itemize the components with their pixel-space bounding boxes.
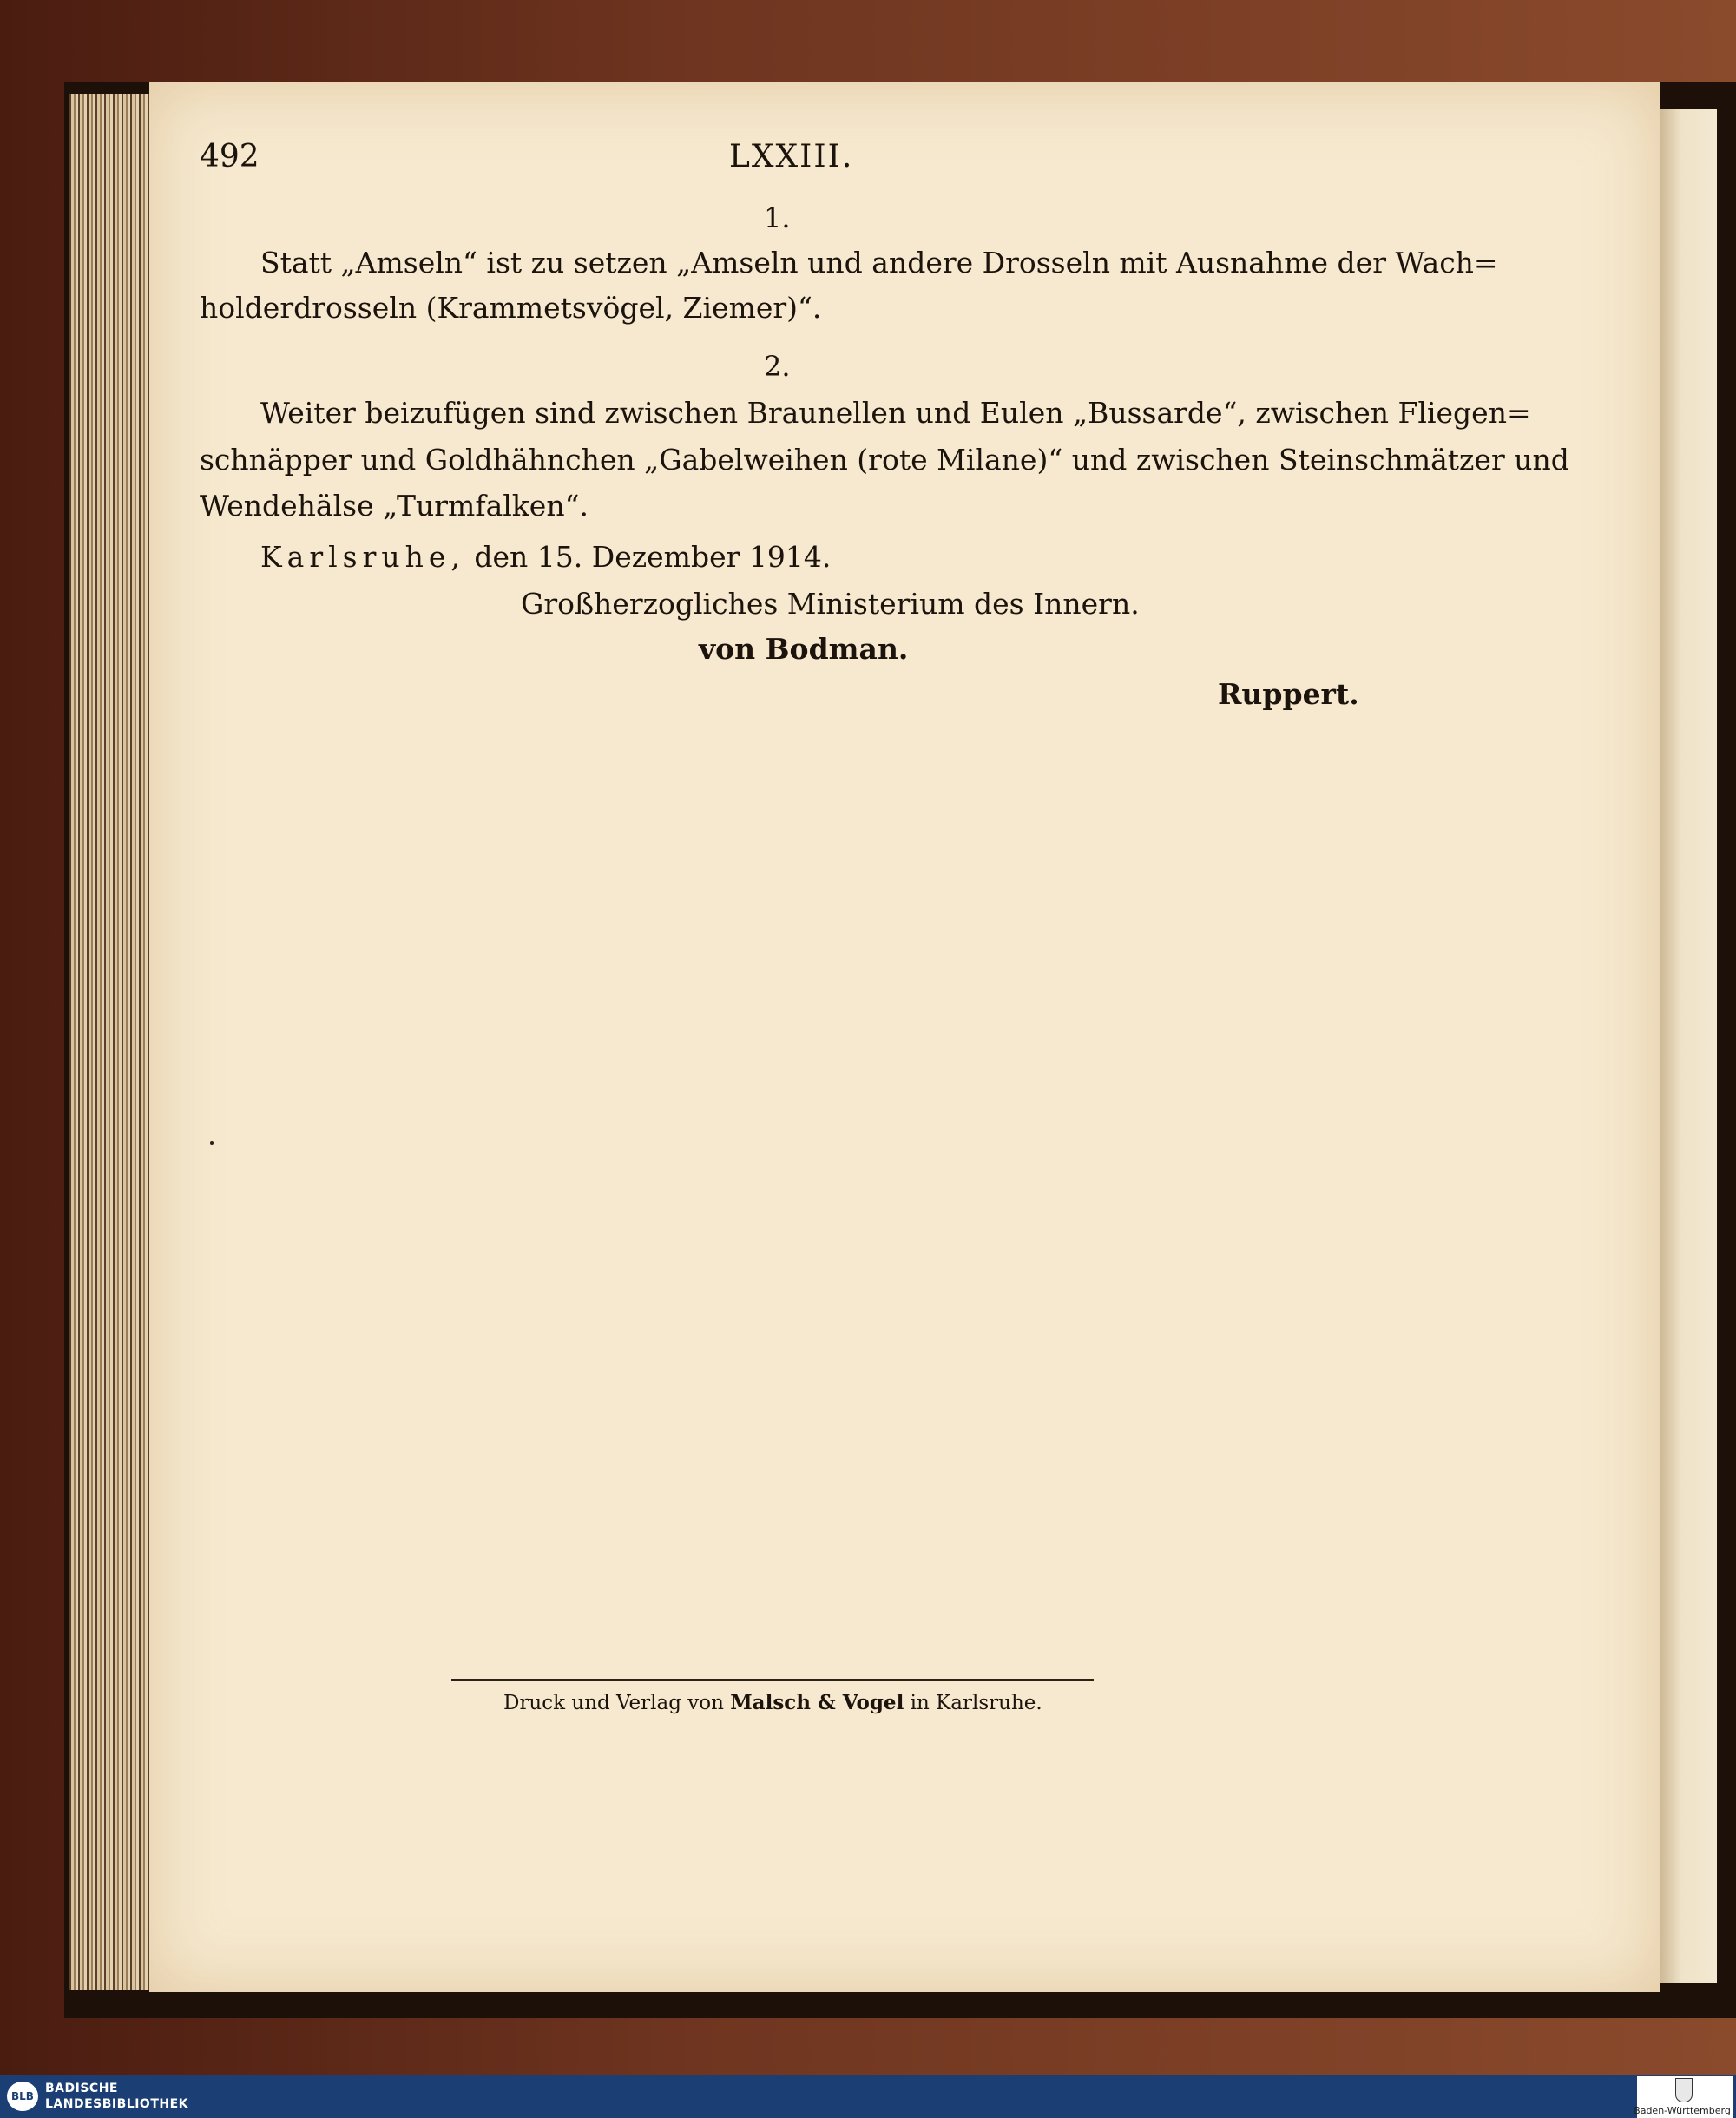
library-footer-bar: [0, 2075, 1736, 2118]
item-1-line-2: holderdrosseln (Krammetsvögel, Ziemer)“.: [200, 291, 822, 325]
state-crest-icon: [1675, 2078, 1693, 2102]
blb-logo-icon: BLB: [7, 2082, 38, 2111]
item-2-number: 2.: [764, 350, 791, 383]
imprint-rule: [451, 1679, 1094, 1681]
imprint-prefix: Druck und Verlag von: [503, 1692, 731, 1714]
item-2-line-3: Wendehälse „Turmfalken“.: [200, 489, 589, 523]
library-name-line-1: BADISCHE: [45, 2082, 118, 2095]
signatory-ruppert: Ruppert.: [1218, 677, 1359, 711]
section-numeral: LXXIII.: [729, 139, 854, 174]
date-line: [260, 540, 831, 574]
date-text: den 15. Dezember 1914.: [464, 540, 832, 574]
page-number: 492: [200, 139, 260, 174]
item-2-line-1: Weiter beizufügen sind zwischen Braunellen und Eulen „Bussarde“, zwischen Fliegen=: [260, 396, 1531, 430]
stray-mark: [210, 1141, 214, 1145]
state-label: Baden-Württemberg: [1634, 2105, 1731, 2116]
imprint-publisher: Malsch & Vogel: [730, 1691, 904, 1714]
imprint-line: [503, 1691, 1042, 1714]
item-1-line-1: Statt „Amseln“ ist zu setzen „Amseln und andere Drosseln mit Ausnahme der Wach=: [260, 246, 1498, 280]
ministry-name: Großherzogliches Ministerium des Innern.: [521, 587, 1140, 621]
facing-page-edge: [1658, 109, 1717, 1983]
page-edges: [69, 94, 156, 1990]
library-name-line-2: LANDESBIBLIOTHEK: [45, 2097, 189, 2111]
imprint-suffix: in Karlsruhe.: [904, 1692, 1042, 1714]
date-place: Karlsruhe,: [260, 540, 465, 574]
item-2-line-2: schnäpper und Goldhähnchen „Gabelweihen (rote Milane)“ und zwischen Steinschmätzer und: [200, 443, 1569, 477]
signatory-bodman: von Bodman.: [699, 632, 909, 666]
item-1-number: 1.: [764, 201, 791, 234]
